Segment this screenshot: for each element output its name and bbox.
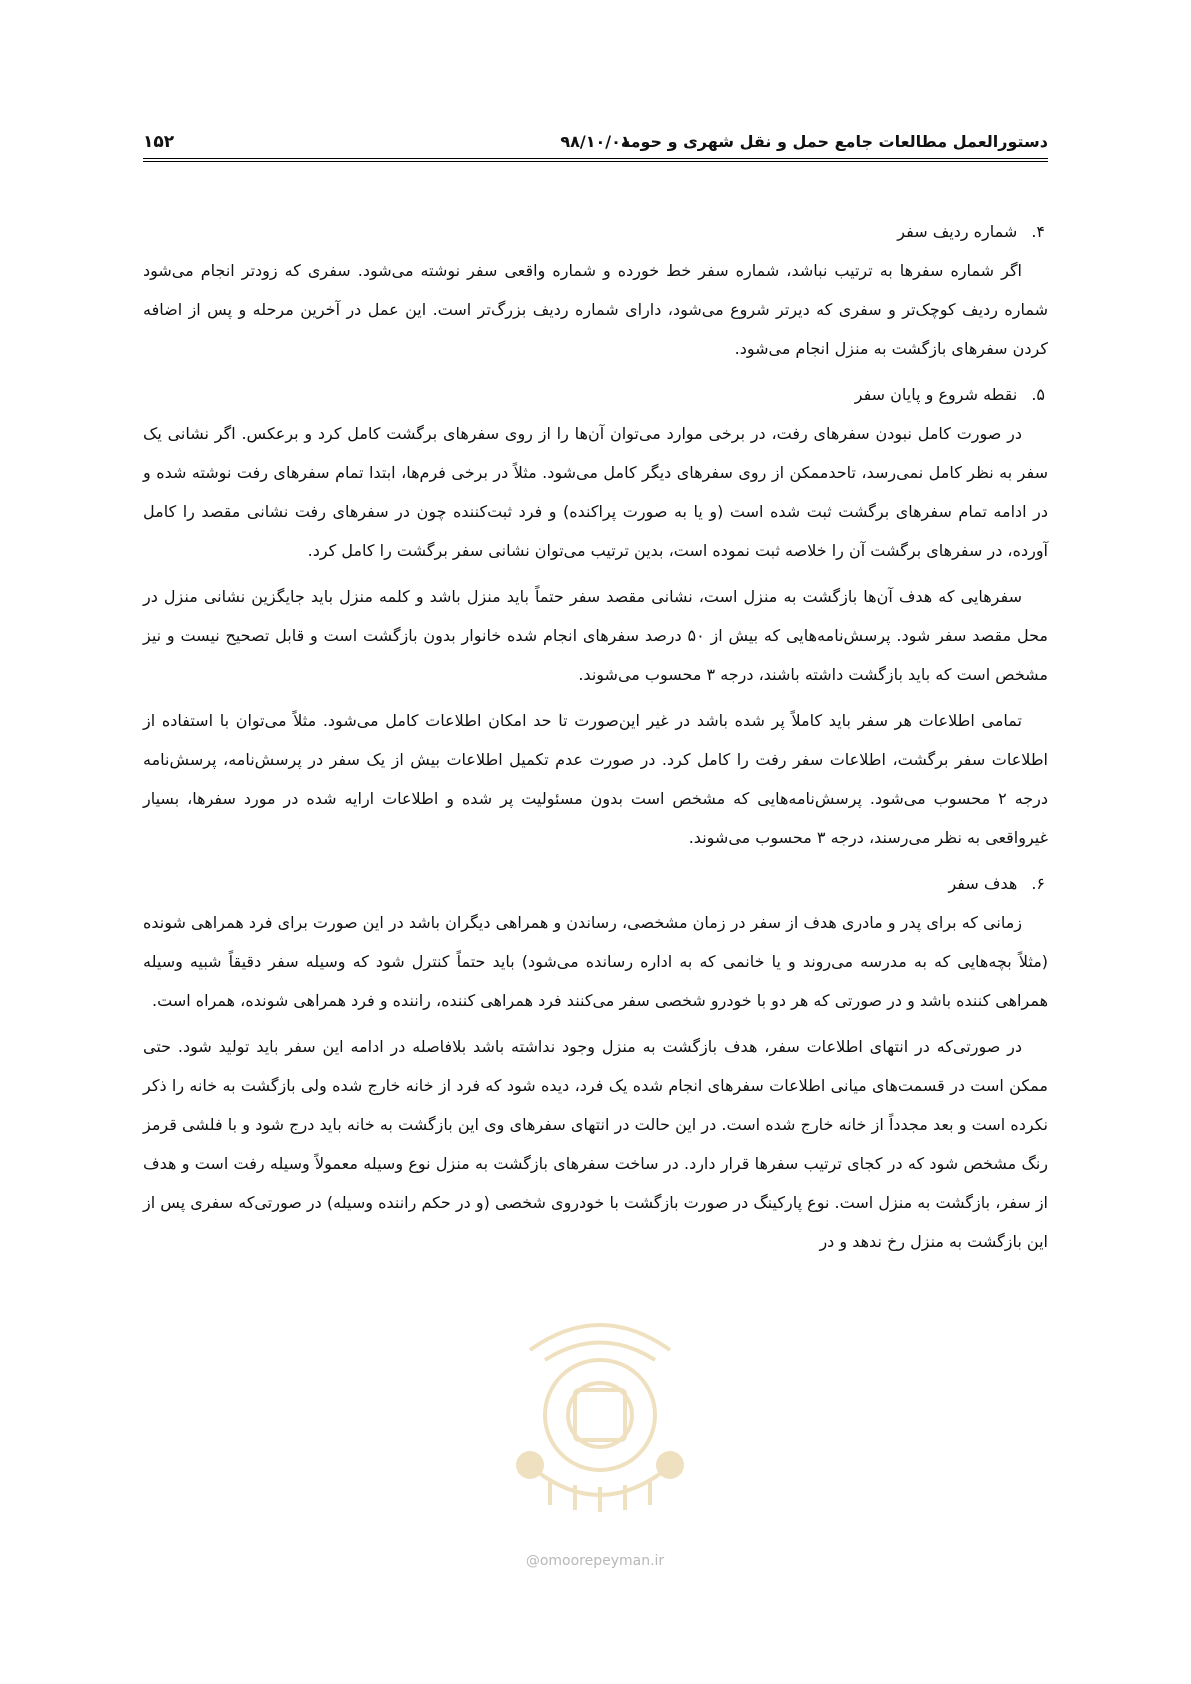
paragraph: سفرهایی که هدف آن‌ها بازگشت به منزل است، نشانی مقصد سفر حتماً باید منزل باشد و کلمه منزل باید جایگزین نشانی منزل در محل مقصد سفر شود. پرسش‌نامه‌هایی که بیش از ۵۰ درصد سفرهای انجام شده خانوار بدون بازگشت است و قابل تصحیح نیست و نیز مشخص است که باید بازگشت داشته باشند، درجه ۳ محسوب می‌شوند. (143, 587, 1049, 684)
section-title: نقطه شروع و پایان سفر (854, 385, 1018, 404)
watermark-url: @omoorepeyman.ir (525, 1553, 665, 1569)
header-title: دستورالعمل مطالعات جامع حمل و نقل شهری و حومه (620, 132, 1048, 151)
header-divider (143, 158, 1048, 162)
section-heading-4 (143, 212, 1048, 251)
paragraph: تمامی اطلاعات هر سفر باید کاملاً پر شده باشد در غیر این‌صورت تا حد امکان اطلاعات کامل می‌شود. مثلاً می‌توان با استفاده از اطلاعات سفر برگشت، اطلاعات سفر رفت را کامل کرد. در صورت عدم تکمیل اطلاعات بیش از یک سفر در پرسش‌نامه، پرسش‌نامه درجه ۲ محسوب می‌شود. پرسش‌نامه‌هایی که مشخص است بدون مسئولیت پر شده و اطلاعات ارایه شده در مورد سفرها، بسیار غیرواقعی به نظر می‌رسند، درجه ۳ محسوب می‌شوند. (143, 711, 1049, 847)
paragraph: در صورتی‌که در انتهای اطلاعات سفر، هدف بازگشت به منزل وجود نداشته باشد بلافاصله در ادامه این سفر باید تولید شود. حتی ممکن است در قسمت‌های میانی اطلاعات سفرهای انجام شده یک فرد، دیده شود که فرد از خانه خارج شده ولی بازگشت به خانه را ذکر نکرده است و بعد مجدداً از خانه خارج شده است. در این حالت در انتهای سفرهای وی این بازگشت به خانه باید درج شود و با فلشی قرمز رنگ مشخص شود که در کجای ترتیب سفرها قرار دارد. در ساخت سفرهای بازگشت به منزل نوع وسیله معمولاً وسیله رفت است و هدف از سفر، بازگشت به منزل است. نوع پارکینگ در صورت بازگشت با خودروی شخصی (و در حکم راننده وسیله) در صورتی‌که سفری پس از این بازگشت به منزل رخ ندهد و در (143, 1037, 1048, 1251)
watermark-logo-icon (490, 1290, 710, 1525)
section-heading-6 (143, 864, 1048, 903)
paragraph: اگر شماره سفرها به ترتیب نباشد، شماره سفر خط خورده و شماره واقعی سفر نوشته می‌شود. سفری که زودتر انجام می‌شود شماره ردیف کوچک‌تر و سفری که دیرتر شروع می‌شود، دارای شماره ردیف بزرگ‌تر است. این عمل در آخرین مرحله و پس از اضافه کردن سفرهای بازگشت به منزل انجام می‌شود. (143, 261, 1048, 358)
section-title: شماره ردیف سفر (897, 222, 1018, 241)
section-number: ۴. (1031, 222, 1045, 241)
section-title: هدف سفر (948, 874, 1018, 893)
paragraph: زمانی که برای پدر و مادری هدف از سفر در زمان مشخصی، رساندن و همراهی دیگران باشد در این صورت برای فرد همراهی شونده (مثلاً بچه‌هایی که به مدرسه می‌روند و یا خانمی که به اداره رسانده می‌شود) باید حتماً کنترل شود که وسیله سفر دقیقاً شبیه وسیله همراهی کننده باشد و در صورتی که هر دو با خودرو شخصی سفر می‌کنند فرد همراهی کننده، راننده و فرد همراهی شونده، همراه است. (143, 913, 1048, 1010)
section-heading-5 (143, 375, 1048, 414)
section-number: ۶. (1031, 874, 1045, 893)
page-number: ۱۵۲ (143, 132, 175, 152)
header-date: ۹۸/۱۰/۰۱ (560, 132, 631, 151)
paragraph: در صورت کامل نبودن سفرهای رفت، در برخی موارد می‌توان آن‌ها را از روی سفرهای برگشت کامل کرد و برعکس. اگر نشانی یک سفر به نظر کامل نمی‌رسد، تاحدممکن از روی سفرهای دیگر کامل می‌شود. مثلاً در برخی فرم‌ها، ابتدا تمام سفرهای رفت نوشته شده و در ادامه تمام سفرهای برگشت ثبت شده است (و یا به صورت پراکنده) و فرد ثبت‌کننده چون در سفرهای رفت نشانی مقصد را کامل آورده، در سفرهای برگشت آن را خلاصه ثبت نموده است، بدین ترتیب می‌توان نشانی سفر برگشت را کامل کرد. (143, 424, 1048, 560)
document-body (143, 212, 1048, 1268)
section-number: ۵. (1031, 385, 1045, 404)
page-header (143, 128, 1048, 154)
